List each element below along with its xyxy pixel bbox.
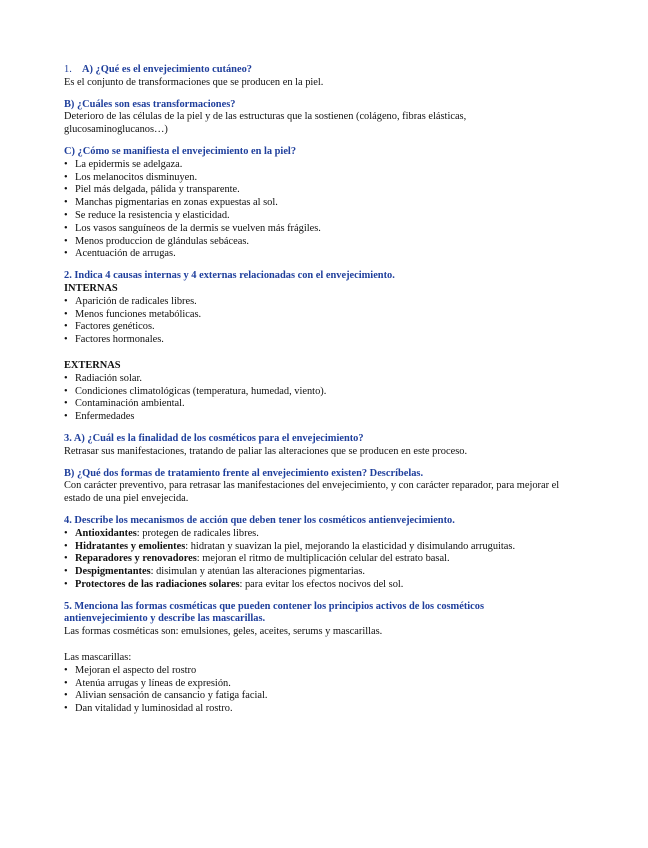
list-item: • Condiciones climatológicas (temperatura, humedad, viento). (64, 386, 564, 399)
list-item: • Menos produccion de glándulas sebáceas. (64, 236, 564, 249)
question-3a-title: 3. A) ¿Cuál es la finalidad de los cosméticos para el envejecimiento? (64, 432, 364, 444)
list-item-term: Antioxidantes (75, 527, 137, 539)
list-item-desc: : disimulan y atenúan las alteraciones pigmentarias. (150, 566, 366, 578)
list-item: • Atenúa arrugas y líneas de expresión. (64, 678, 564, 691)
question-5-answer: Las formas cosméticas son: emulsiones, geles, aceites, serums y mascarillas. (64, 626, 383, 638)
list-item: • Los vasos sanguíneos de la dermis se vuelven más frágiles. (64, 223, 564, 236)
list-item-desc: : protegen de radicales libres. (136, 527, 259, 539)
question-2-title: 2. Indica 4 causas internas y 4 externas relacionadas con el envejecimiento. (64, 270, 395, 282)
question-4 (64, 515, 564, 592)
document-content (64, 64, 564, 725)
list-item: • Dan vitalidad y luminosidad al rostro. (64, 703, 564, 716)
list-item-desc: : hidratan y suavizan la piel, mejorando la elasticidad y disimulando arruguitas. (185, 540, 516, 552)
list-item: • Radiación solar. (64, 373, 564, 386)
question-3b (64, 468, 564, 506)
question-1b-title: B) ¿Cuáles son esas transformaciones? (64, 98, 236, 110)
question-3b-answer: Con carácter preventivo, para retrasar las manifestaciones del envejecimiento, y con carácter reparador, para mejorar el estado de una piel envejecida. (64, 480, 560, 505)
list-item: • Aparición de radicales libres. (64, 296, 564, 309)
list-item: • Acentuación de arrugas. (64, 248, 564, 261)
question-3a (64, 433, 564, 459)
question-4-list (64, 528, 564, 592)
question-1b-answer: Deterioro de las células de la piel y de las estructuras que la sostienen (colágeno, fibras elásticas, glucosaminoglucanos…) (64, 111, 467, 136)
list-item (64, 553, 564, 566)
list-item: • Factores hormonales. (64, 334, 564, 347)
question-3b-title: B) ¿Qué dos formas de tratamiento frente al envejecimiento existen? Descríbelas. (64, 467, 424, 479)
list-item: • Menos funciones metabólicas. (64, 309, 564, 322)
mascarillas-intro: Las mascarillas: (64, 652, 132, 664)
question-5-title: 5. Menciona las formas cosméticas que pueden contener los principios activos de los cosméticos antienvejecimiento y describe las mascarillas. (64, 600, 485, 625)
question-5 (64, 601, 564, 716)
question-1c-list (64, 159, 564, 261)
list-item (64, 579, 564, 592)
list-item-term: Protectores de las radiaciones solares (75, 578, 240, 590)
list-item (64, 528, 564, 541)
question-1b (64, 99, 564, 137)
list-item: • Enfermedades (64, 411, 564, 424)
question-4-title: 4. Describe los mecanismos de acción que deben tener los cosméticos antienvejecimiento. (64, 514, 455, 526)
internas-heading: INTERNAS (64, 282, 118, 294)
list-item-desc: : mejoran el ritmo de multiplicación celular del estrato basal. (196, 553, 450, 565)
externas-heading: EXTERNAS (64, 359, 121, 371)
list-item (64, 541, 564, 554)
question-1c (64, 146, 564, 261)
question-2 (64, 270, 564, 424)
list-item: • Piel más delgada, pálida y transparente. (64, 184, 564, 197)
list-item: • Manchas pigmentarias en zonas expuestas al sol. (64, 197, 564, 210)
question-1a (64, 64, 564, 90)
list-item-term: Reparadores y renovadores (75, 553, 197, 565)
list-item: • La epidermis se adelgaza. (64, 159, 564, 172)
externas-list (64, 373, 564, 424)
list-item-desc: : para evitar los efectos nocivos del sol. (239, 578, 404, 590)
list-item: • Mejoran el aspecto del rostro (64, 665, 564, 678)
list-item: • Se reduce la resistencia y elasticidad. (64, 210, 564, 223)
mascarillas-list (64, 665, 564, 716)
internas-list (64, 296, 564, 347)
question-1a-title: 1. A) ¿Qué es el envejecimiento cutáneo? (64, 64, 252, 75)
question-3a-answer: Retrasar sus manifestaciones, tratando de paliar las alteraciones que se producen en este proceso. (64, 445, 468, 457)
list-item-term: Hidratantes y emolientes (75, 540, 186, 552)
list-item: • Factores genéticos. (64, 321, 564, 334)
question-1c-title: C) ¿Cómo se manifiesta el envejecimiento en la piel? (64, 145, 297, 157)
list-item (64, 566, 564, 579)
question-number: 1. (64, 64, 72, 75)
list-item: • Contaminación ambiental. (64, 398, 564, 411)
list-item-term: Despigmentantes (75, 566, 151, 578)
list-item: • Los melanocitos disminuyen. (64, 172, 564, 185)
question-1a-answer: Es el conjunto de transformaciones que se producen en la piel. (64, 76, 324, 88)
list-item: • Alivian sensación de cansancio y fatiga facial. (64, 690, 564, 703)
